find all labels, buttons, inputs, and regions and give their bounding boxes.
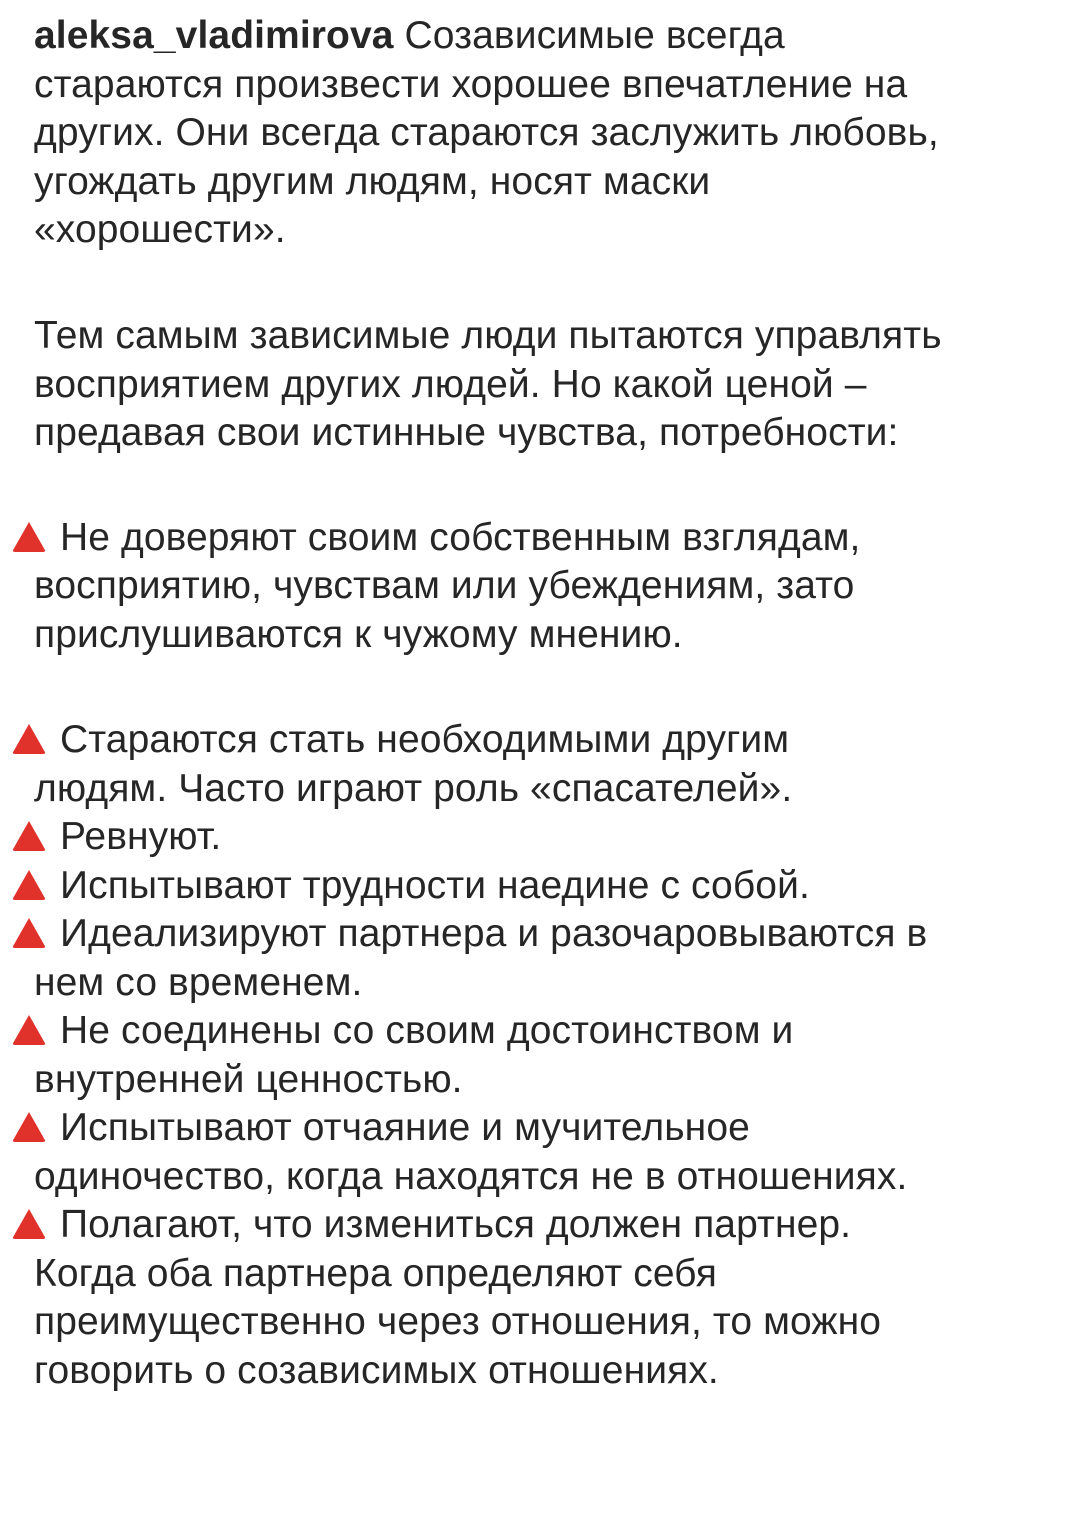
- bullet-item: [34, 1201, 1064, 1250]
- paragraph-gap: [34, 255, 1064, 304]
- caption-line: [34, 12, 1064, 61]
- post-caption: [34, 12, 1064, 1395]
- caption-line: «хорошести».: [34, 208, 286, 251]
- red-triangle-icon: [12, 724, 46, 754]
- bullet-text: Не соединены со своим достоинством и: [60, 1009, 794, 1052]
- caption-line: нем со временем.: [34, 960, 363, 1004]
- caption-line: [0, 1007, 1064, 1056]
- bullet-item: [34, 813, 1064, 862]
- caption-line: угождать другим людям, носят маски: [34, 159, 711, 203]
- red-triangle-icon: [12, 1015, 46, 1045]
- paragraph-gap: [34, 303, 1064, 312]
- caption-line: внутренней ценностью.: [34, 1057, 463, 1101]
- caption-line: восприятию, чувствам или убеждениям, зато: [34, 564, 855, 607]
- red-triangle-icon: [12, 1209, 46, 1239]
- caption-line: [0, 1201, 1064, 1250]
- caption-line: [0, 813, 1064, 862]
- bullet-item: [34, 1007, 1064, 1104]
- paragraph-gap: [34, 458, 1064, 514]
- caption-line: говорить о созависимых отношениях.: [34, 1348, 719, 1392]
- bullet-item: [34, 716, 1064, 813]
- caption-line: восприятием других людей. Но какой ценой –: [34, 362, 867, 406]
- bullet-item: [34, 1104, 1064, 1201]
- caption-line: других. Они всегда стараются заслужить любовь,: [34, 111, 939, 154]
- caption-line: Тем самым зависимые люди пытаются управлять: [34, 314, 942, 357]
- red-triangle-icon: [12, 821, 46, 851]
- bullet-text: Стараются стать необходимыми другим: [60, 718, 790, 761]
- caption-line: [0, 862, 1064, 911]
- caption-line: предавая свои истинные чувства, потребности:: [34, 411, 899, 454]
- caption-line: прислушиваются к чужому мнению.: [34, 612, 683, 656]
- caption-closing: [34, 1250, 1064, 1396]
- red-triangle-icon: [12, 522, 46, 552]
- username-link[interactable]: aleksa_vladimirova: [34, 14, 394, 57]
- bullet-text: Не доверяют своим собственным взглядам,: [60, 515, 861, 559]
- red-triangle-icon: [12, 1112, 46, 1142]
- red-triangle-icon: [12, 918, 46, 948]
- bullet-item: [34, 910, 1064, 1007]
- bullet-item: [34, 514, 1064, 660]
- bullet-text: Испытывают трудности наедине с собой.: [60, 863, 810, 907]
- bullet-text: Полагают, что измениться должен партнер.: [60, 1203, 852, 1246]
- caption-line: [0, 716, 1064, 765]
- red-triangle-icon: [12, 870, 46, 900]
- caption-text: Созависимые всегда: [404, 14, 785, 57]
- caption-line: [0, 514, 1064, 563]
- paragraph-gap: [34, 659, 1064, 716]
- bullet-text: Испытывают отчаяние и мучительное: [60, 1106, 750, 1149]
- bullet-text: Идеализируют партнера и разочаровываются в: [60, 912, 928, 955]
- caption-line: стараются произвести хорошее впечатление на: [34, 62, 908, 106]
- caption-line: [0, 1104, 1064, 1153]
- caption-paragraph-2: [34, 312, 1064, 458]
- caption-line: [0, 910, 1064, 959]
- caption-line: одиночество, когда находятся не в отношениях.: [34, 1154, 908, 1198]
- caption-line: людям. Часто играют роль «спасателей».: [34, 766, 793, 810]
- caption-intro: [34, 12, 1064, 255]
- bullet-text: Ревнуют.: [60, 815, 222, 858]
- bullet-item: [34, 862, 1064, 911]
- caption-line: преимущественно через отношения, то можно: [34, 1300, 881, 1343]
- caption-line: Когда оба партнера определяют себя: [34, 1251, 717, 1295]
